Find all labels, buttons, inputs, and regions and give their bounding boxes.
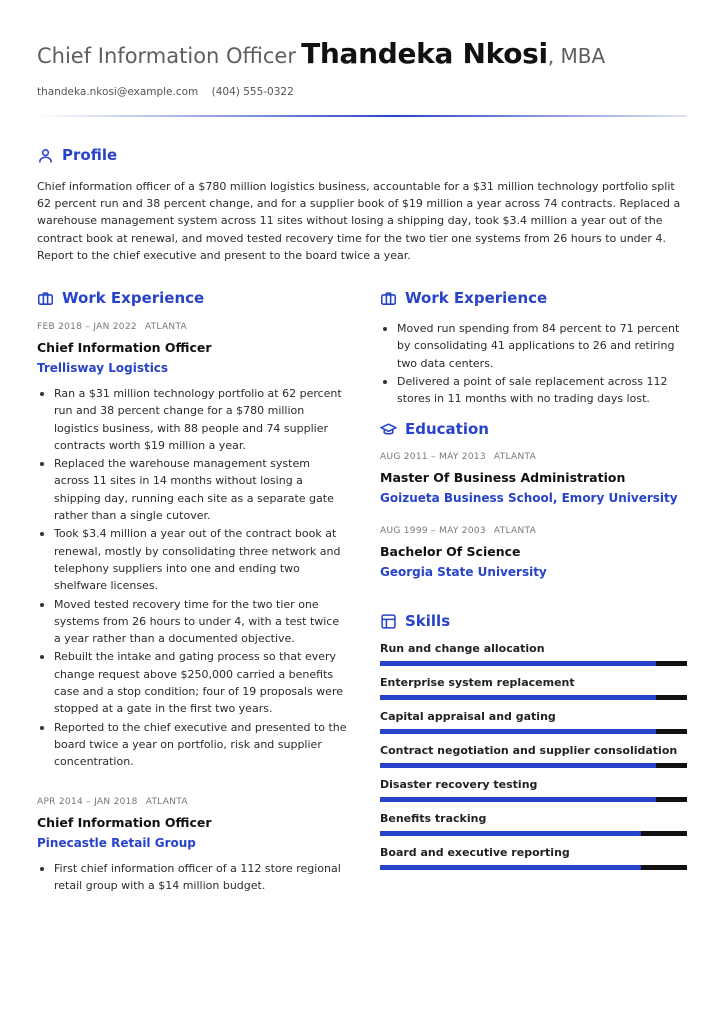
skills-heading [380,611,687,631]
education-entry [380,451,687,507]
skill-item [380,845,687,870]
job-meta [37,321,347,334]
job-role: Chief Information Officer [37,340,212,355]
skill-name: Capital appraisal and gating [380,710,556,724]
skill-name: Disaster recovery testing [380,778,538,792]
skill-level-fill [380,729,656,734]
education-meta [380,525,687,538]
skill-name: Contract negotiation and supplier consolidation [380,744,678,758]
bullet-item: Took $3.4 million a year out of the contract book at renewal, mostly by consolidating three network and telephony suppliers into one and ending two shelfware licenses. [37,525,347,594]
job-entry [37,796,347,895]
job-title: Chief Information Officer [37,44,296,68]
graduation-cap-icon [380,421,397,438]
skills-list [380,641,687,870]
phone-number: (404) 555-0322 [211,86,294,98]
bullet-item: Delivered a point of sale replacement across 112 stores in 11 months with no trading days lost. [380,373,687,408]
profile-section [37,145,687,264]
profile-summary: Chief information officer of a $780 million logistics business, accountable for a $31 million technology portfolio split 62 percent run and 38 percent change, and for a supplier book of $19 million a year across 74 contracts. Replaced a warehouse management system across 11 sites without losing a shipping day, took $3.4 million a year out of the contract book at renewal, and moved tested recovery time for the two tier one systems from 26 hours to under 4. Report to the chief executive and present to the board twice a year. [37,180,681,262]
education-dates: AUG 1999 – MAY 2003 [380,526,486,537]
skill-level-bar [380,729,687,734]
job-company: Pinecastle Retail Group [37,835,196,850]
job-company: Trellisway Logistics [37,361,169,375]
skill-level-fill [380,661,656,666]
email-link[interactable]: thandeka.nkosi@example.com [37,86,199,98]
degree-name: Master Of Business Administration [380,470,626,486]
school-name: Goizueta Business School, Emory University [380,491,678,506]
work-experience-title: Work Experience [405,289,548,307]
job-bullets [37,385,347,771]
job-dates: APR 2014 – JAN 2018 [37,796,138,807]
education-meta [380,451,687,464]
bullet-item: Replaced the warehouse management system across 11 sites in 14 months without losing a shipping day, running each site as a separate gate rather than a single cutover. [37,455,347,524]
bullet-item: Moved run spending from 84 percent to 71 percent by consolidating 41 applications to 26 and retiring two data centers. [380,320,687,372]
job-entry [37,321,347,771]
education-location: ATLANTA [493,526,537,537]
bullet-item: First chief information officer of a 112 store regional retail group with a $14 million budget. [37,860,347,895]
name-suffix: , MBA [547,44,606,68]
job-role: Chief Information Officer [37,814,212,830]
job-bullets-continued [380,320,687,407]
degree-name: Bachelor Of Science [380,544,521,560]
work-experience-continued-heading [380,288,687,308]
education-dates: AUG 2011 – MAY 2013 [380,452,486,463]
briefcase-icon [37,290,54,307]
skill-level-fill [380,763,656,768]
bullet-item: Rebuilt the intake and gating process so that every change request above $250,000 carried a benefits case and a stop condition; four of 19 proposals were stopped at a gate in the first two years. [37,648,347,717]
skill-level-bar [380,695,687,700]
skill-level-fill [380,797,656,802]
skill-name: Run and change allocation [380,642,545,656]
education-entry [380,525,687,581]
job-meta [37,796,347,809]
skill-level-bar [380,661,687,666]
work-experience-heading [37,288,347,308]
job-location: ATLANTA [144,322,187,332]
skill-item [380,811,687,836]
skill-item [380,709,687,734]
resume-header [37,34,687,98]
skill-name: Enterprise system replacement [380,676,575,690]
skill-item [380,777,687,802]
skill-level-bar [380,763,687,768]
person-icon [37,147,54,164]
skill-level-fill [380,865,641,870]
layout-icon [380,613,397,630]
skill-level-bar [380,831,687,836]
skill-item [380,675,687,700]
skill-level-fill [380,831,641,836]
header-divider [37,115,687,117]
right-column [380,288,687,879]
skill-name: Benefits tracking [380,812,487,826]
skill-name: Board and executive reporting [380,846,570,860]
skill-level-bar [380,797,687,802]
full-name: Thandeka Nkosi [301,37,548,70]
name-line [37,34,687,74]
bullet-item: Ran a $31 million technology portfolio at 62 percent run and 38 percent change for a $780 million logistics business, with 88 people and 74 supplier contracts worth $19 million a year. [37,385,347,454]
work-experience-title: Work Experience [62,289,205,307]
bullet-item: Reported to the chief executive and presented to the board twice a year on portfolio, risk and supplier concentration. [37,719,347,771]
profile-title: Profile [62,146,118,164]
job-dates: FEB 2018 – JAN 2022 [37,322,137,332]
skill-item [380,641,687,666]
education-location: ATLANTA [493,452,537,463]
job-bullets [37,860,347,895]
profile-heading [37,145,687,165]
briefcase-icon [380,290,397,307]
education-title: Education [405,420,489,439]
contact-line [37,86,294,98]
job-location: ATLANTA [145,796,188,807]
left-column [37,288,347,895]
skills-title: Skills [405,612,451,631]
school-name: Georgia State University [380,565,547,580]
skill-level-fill [380,695,656,700]
skill-level-bar [380,865,687,870]
education-heading [380,419,687,439]
bullet-item: Moved tested recovery time for the two tier one systems from 26 hours to under 4, with a test twice a year rather than a documented objective. [37,596,347,648]
skill-item [380,743,687,768]
